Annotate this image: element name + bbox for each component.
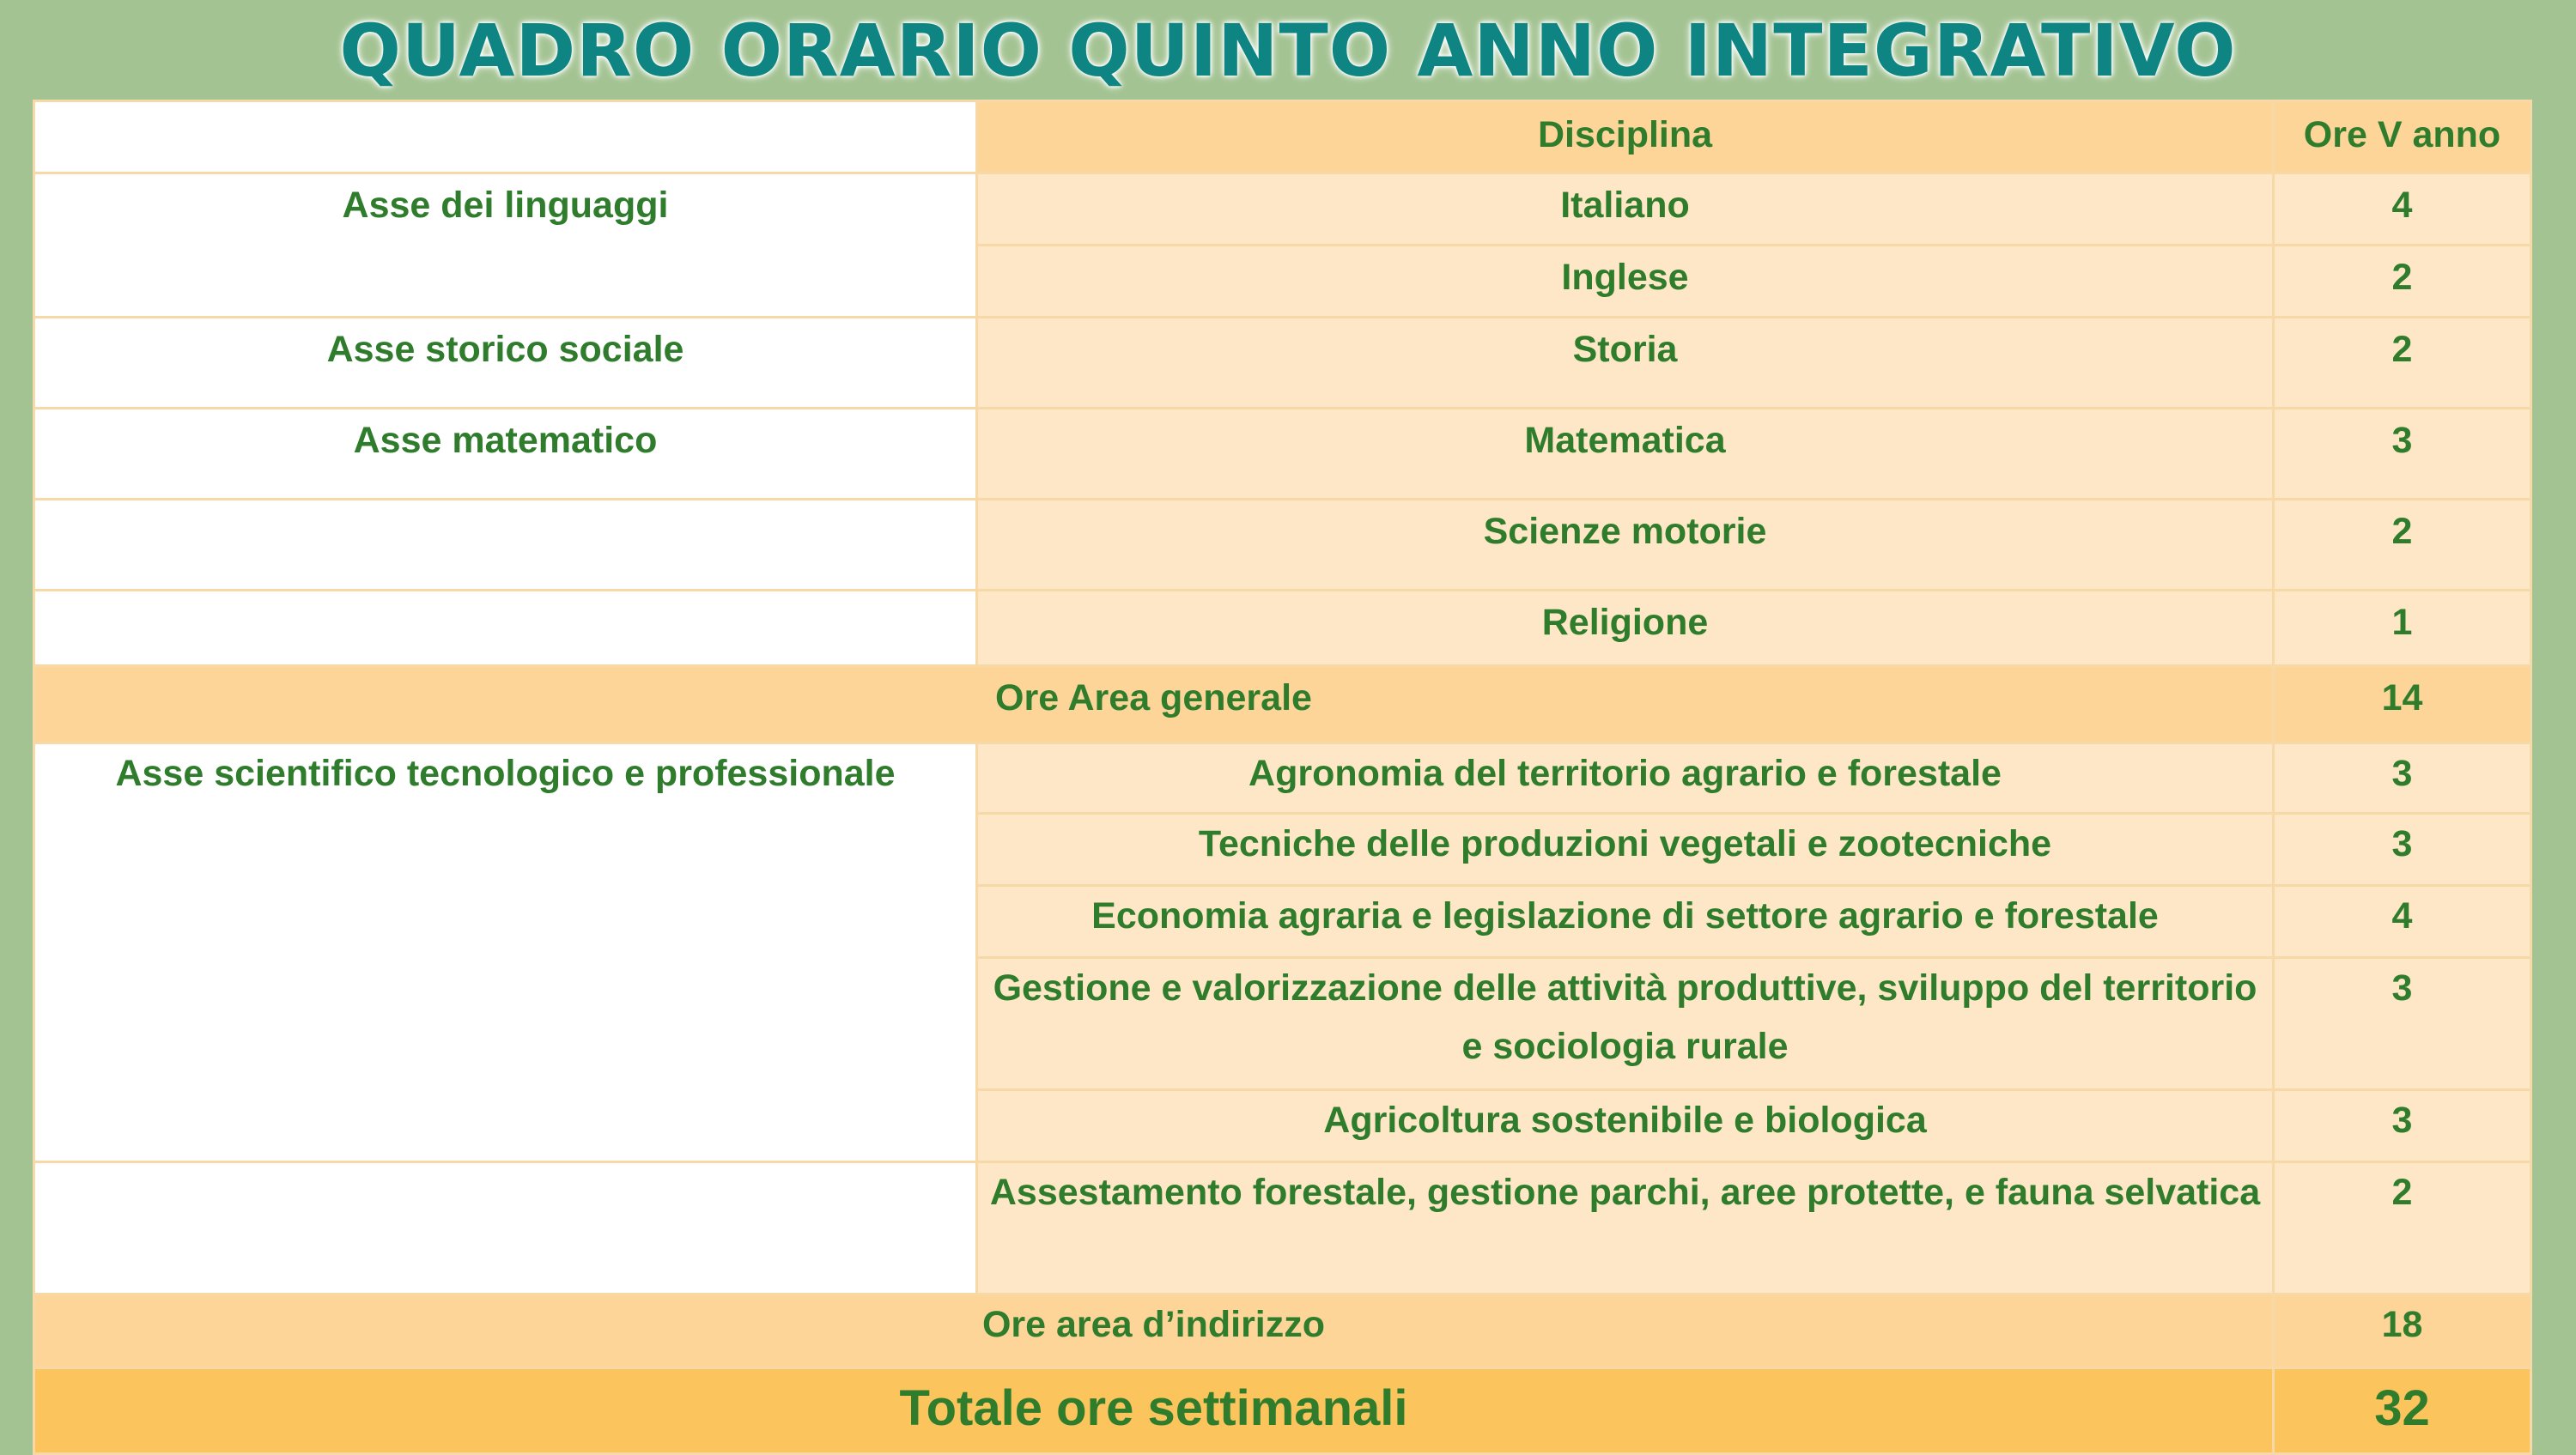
disciplina-cell: Assestamento forestale, gestione parchi, aree protette, e fauna selvatica: [977, 1162, 2274, 1294]
table-row: [34, 173, 2531, 246]
ore-cell: 2: [2274, 246, 2531, 318]
disciplina-cell: Storia: [977, 318, 2274, 409]
schedule-table: [33, 100, 2532, 1455]
table-row: [34, 743, 2531, 814]
header-disciplina: Disciplina: [977, 101, 2274, 173]
ore-cell: 4: [2274, 886, 2531, 958]
disciplina-cell: Economia agraria e legislazione di settore agrario e forestale: [977, 886, 2274, 958]
asse-cell: [34, 1162, 977, 1294]
subtotal-generale-label: Ore Area generale: [34, 666, 2274, 743]
disciplina-cell: Gestione e valorizzazione delle attività produttive, sviluppo del territorio e sociologia rurale: [977, 958, 2274, 1090]
ore-cell: 3: [2274, 814, 2531, 886]
asse-cell: Asse scientifico tecnologico e professionale: [34, 743, 977, 1162]
asse-cell: Asse dei linguaggi: [34, 173, 977, 318]
ore-cell: 3: [2274, 409, 2531, 500]
table-row: [34, 591, 2531, 666]
table-header-row: [34, 101, 2531, 173]
ore-cell: 4: [2274, 173, 2531, 246]
disciplina-cell: Scienze motorie: [977, 500, 2274, 591]
header-asse: [34, 101, 977, 173]
disciplina-cell: Tecniche delle produzioni vegetali e zootecniche: [977, 814, 2274, 886]
disciplina-cell: Matematica: [977, 409, 2274, 500]
ore-cell: 1: [2274, 591, 2531, 666]
disciplina-cell: Agricoltura sostenibile e biologica: [977, 1090, 2274, 1162]
total-value: 32: [2274, 1368, 2531, 1454]
subtotal-indirizzo-label: Ore area d’indirizzo: [34, 1294, 2274, 1368]
table-row: [34, 1162, 2531, 1294]
total-row: [34, 1368, 2531, 1454]
subtotal-row-generale: [34, 666, 2531, 743]
disciplina-cell: Agronomia del territorio agrario e forestale: [977, 743, 2274, 814]
ore-cell: 2: [2274, 1162, 2531, 1294]
asse-cell: Asse matematico: [34, 409, 977, 500]
ore-cell: 3: [2274, 743, 2531, 814]
subtotal-indirizzo-value: 18: [2274, 1294, 2531, 1368]
ore-cell: 2: [2274, 318, 2531, 409]
table-row: [34, 500, 2531, 591]
ore-cell: 3: [2274, 1090, 2531, 1162]
subtotal-row-indirizzo: [34, 1294, 2531, 1368]
page-title: QUADRO ORARIO QUINTO ANNO INTEGRATIVO: [339, 9, 2237, 93]
ore-cell: 3: [2274, 958, 2531, 1090]
asse-cell: [34, 591, 977, 666]
total-label: Totale ore settimanali: [34, 1368, 2274, 1454]
asse-cell: [34, 500, 977, 591]
asse-cell: Asse storico sociale: [34, 318, 977, 409]
subtotal-generale-value: 14: [2274, 666, 2531, 743]
disciplina-cell: Religione: [977, 591, 2274, 666]
ore-cell: 2: [2274, 500, 2531, 591]
header-ore: Ore V anno: [2274, 101, 2531, 173]
table-row: [34, 409, 2531, 500]
table-row: [34, 318, 2531, 409]
disciplina-cell: Inglese: [977, 246, 2274, 318]
disciplina-cell: Italiano: [977, 173, 2274, 246]
